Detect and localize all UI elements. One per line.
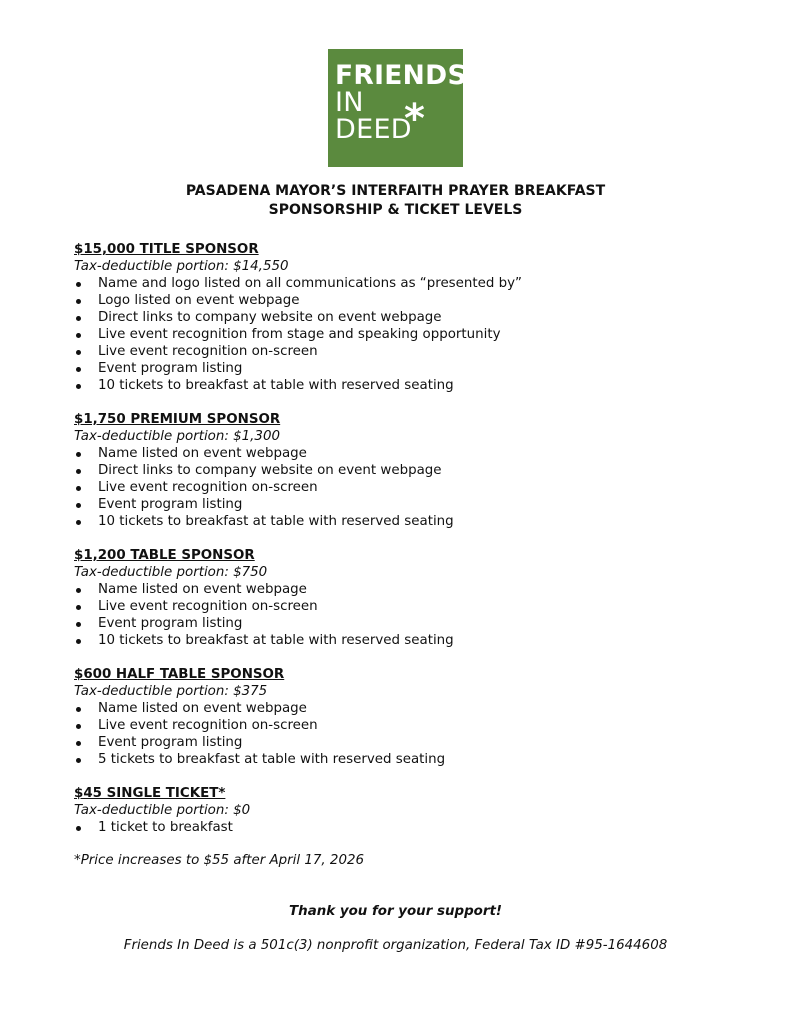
list-item: Name listed on event webpage (74, 581, 754, 598)
list-item: 5 tickets to breakfast at table with reserved seating (74, 751, 754, 768)
list-item: Name and logo listed on all communications as “presented by” (74, 275, 754, 292)
tax-deductible-text: Tax-deductible portion: $14,550 (74, 259, 289, 274)
list-item: 10 tickets to breakfast at table with reserved seating (74, 377, 754, 394)
list-item: Direct links to company website on event webpage (74, 462, 754, 479)
tax-deductible-text: Tax-deductible portion: $750 (74, 565, 268, 580)
sponsor-section-half-table (74, 666, 754, 768)
logo-text-deed: DEED (335, 114, 412, 145)
asterisk-icon: * (404, 96, 425, 142)
list-item: Name listed on event webpage (74, 700, 754, 717)
list-item: Logo listed on event webpage (74, 292, 754, 309)
list-item: Event program listing (74, 360, 754, 377)
price-increase-note: *Price increases to $55 after April 17, 2026 (74, 853, 364, 868)
section-heading: $45 SINGLE TICKET* (74, 786, 226, 801)
list-item: 1 ticket to breakfast (74, 819, 754, 836)
benefits-list (74, 700, 754, 768)
list-item: Live event recognition on-screen (74, 479, 754, 496)
benefits-list (74, 275, 754, 394)
list-item: Event program listing (74, 615, 754, 632)
list-item: Live event recognition on-screen (74, 717, 754, 734)
list-item: Direct links to company website on event webpage (74, 309, 754, 326)
ticket-section-single (74, 785, 754, 836)
list-item: Event program listing (74, 496, 754, 513)
footer-nonprofit-info: Friends In Deed is a 501c(3) nonprofit organization, Federal Tax ID #95-1644608 (123, 938, 668, 953)
list-item: 10 tickets to breakfast at table with reserved seating (74, 632, 754, 649)
logo-text-friends: FRIENDS (335, 60, 467, 91)
section-heading: $1,750 PREMIUM SPONSOR (74, 412, 281, 427)
sponsor-section-title (74, 241, 754, 394)
sponsor-section-premium (74, 411, 754, 530)
section-heading: $15,000 TITLE SPONSOR (74, 242, 259, 257)
friends-in-deed-logo (328, 49, 467, 167)
list-item: Event program listing (74, 734, 754, 751)
benefits-list (74, 445, 754, 530)
page-title: PASADENA MAYOR’S INTERFAITH PRAYER BREAKFAST (185, 183, 606, 199)
list-item: Live event recognition on-screen (74, 343, 754, 360)
section-heading: $1,200 TABLE SPONSOR (74, 548, 255, 563)
benefits-list (74, 581, 754, 649)
list-item: Name listed on event webpage (74, 445, 754, 462)
section-heading: $600 HALF TABLE SPONSOR (74, 667, 285, 682)
list-item: Live event recognition from stage and speaking opportunity (74, 326, 754, 343)
sponsor-section-table (74, 547, 754, 649)
tax-deductible-text: Tax-deductible portion: $1,300 (74, 429, 280, 444)
tax-deductible-text: Tax-deductible portion: $0 (74, 803, 251, 818)
page-subtitle: SPONSORSHIP & TICKET LEVELS (268, 202, 523, 218)
tax-deductible-text: Tax-deductible portion: $375 (74, 684, 268, 699)
list-item: Live event recognition on-screen (74, 598, 754, 615)
list-item: 10 tickets to breakfast at table with reserved seating (74, 513, 754, 530)
thank-you-text: Thank you for your support! (289, 904, 502, 919)
benefits-list (74, 819, 754, 836)
logo-text-in: IN (335, 87, 364, 118)
